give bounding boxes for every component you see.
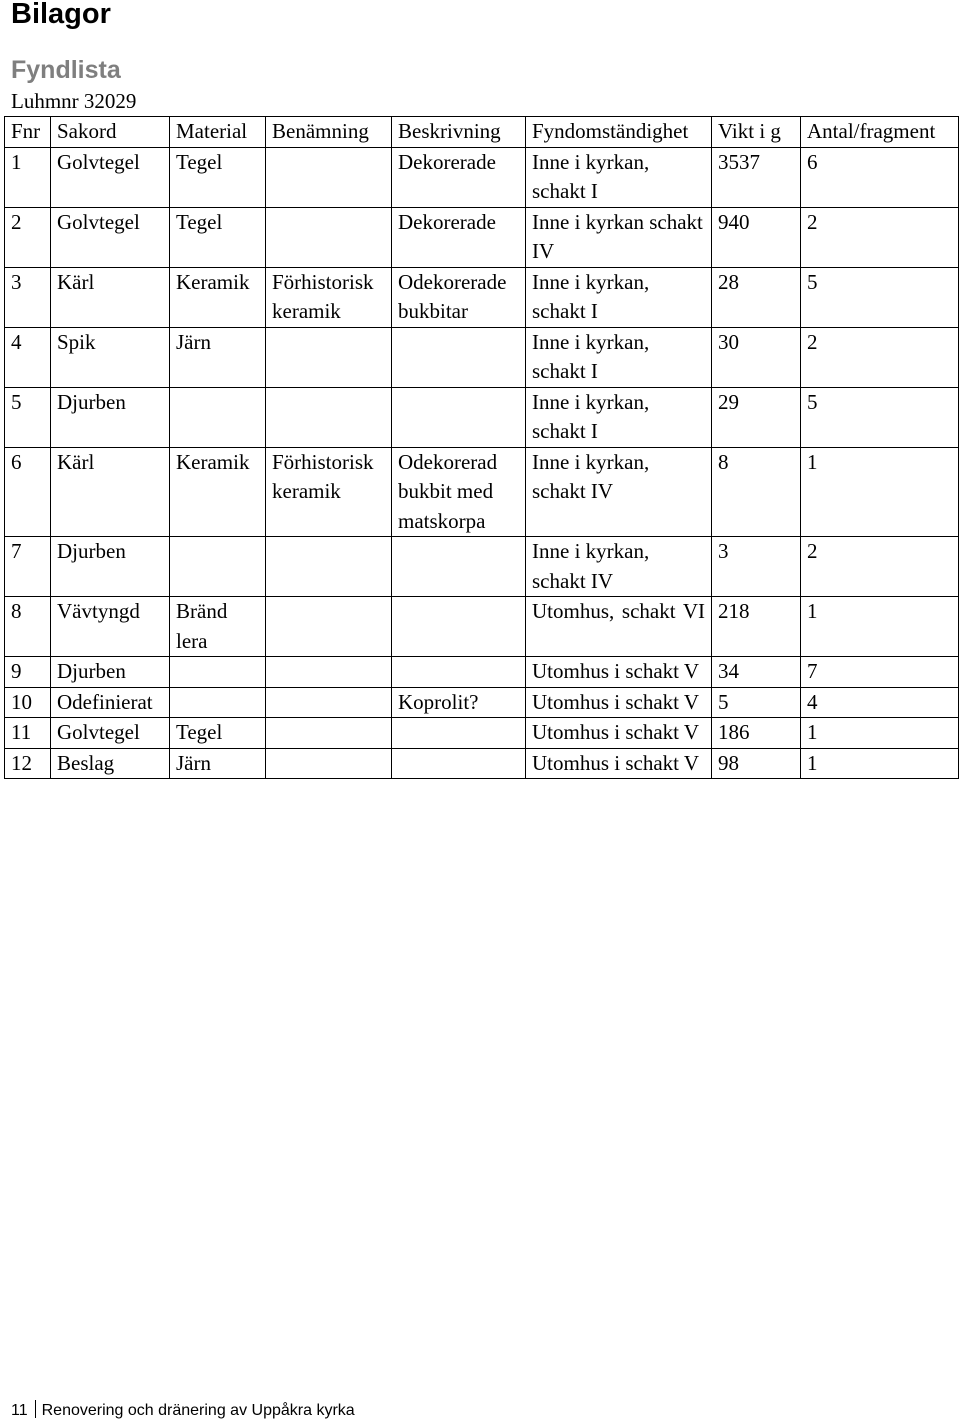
header-beskrivning: Beskrivning	[392, 117, 526, 148]
cell-benamning	[266, 537, 392, 597]
cell-material: Tegel	[170, 718, 266, 749]
cell-fyndomstandighet: Utomhus i schakt V	[526, 657, 712, 688]
section-title: Fyndlista	[11, 56, 121, 84]
cell-material: Järn	[170, 748, 266, 779]
cell-benamning	[266, 597, 392, 657]
header-antal: Antal/fragment	[801, 117, 959, 148]
cell-vikt: 29	[712, 387, 801, 447]
cell-benamning	[266, 748, 392, 779]
cell-sakord: Vävtyngd	[51, 597, 170, 657]
cell-material: Bränd lera	[170, 597, 266, 657]
cell-antal: 1	[801, 597, 959, 657]
table-row	[5, 537, 959, 597]
cell-sakord: Djurben	[51, 387, 170, 447]
cell-sakord: Djurben	[51, 537, 170, 597]
cell-material	[170, 387, 266, 447]
cell-antal: 2	[801, 537, 959, 597]
cell-vikt: 3	[712, 537, 801, 597]
cell-benamning: Förhistorisk keramik	[266, 267, 392, 327]
cell-antal: 2	[801, 327, 959, 387]
cell-material: Tegel	[170, 207, 266, 267]
cell-beskrivning	[392, 748, 526, 779]
cell-vikt: 3537	[712, 147, 801, 207]
cell-antal: 5	[801, 267, 959, 327]
header-vikt: Vikt i g	[712, 117, 801, 148]
cell-fyndomstandighet: Inne i kyrkan, schakt I	[526, 387, 712, 447]
page-title: Bilagor	[11, 0, 111, 30]
cell-vikt: 8	[712, 447, 801, 537]
cell-fnr: 3	[5, 267, 51, 327]
cell-fyndomstandighet: Inne i kyrkan, schakt I	[526, 147, 712, 207]
cell-beskrivning	[392, 597, 526, 657]
cell-fnr: 2	[5, 207, 51, 267]
cell-fnr: 4	[5, 327, 51, 387]
table-row	[5, 387, 959, 447]
cell-antal: 1	[801, 447, 959, 537]
cell-sakord: Golvtegel	[51, 207, 170, 267]
cell-benamning: Förhistorisk keramik	[266, 447, 392, 537]
cell-fnr: 9	[5, 657, 51, 688]
cell-beskrivning: Odekorerade bukbitar	[392, 267, 526, 327]
cell-sakord: Djurben	[51, 657, 170, 688]
cell-fnr: 10	[5, 687, 51, 718]
cell-sakord: Kärl	[51, 267, 170, 327]
table-row	[5, 207, 959, 267]
cell-benamning	[266, 147, 392, 207]
cell-vikt: 30	[712, 327, 801, 387]
cell-material: Keramik	[170, 267, 266, 327]
page-footer	[11, 1400, 355, 1421]
cell-antal: 1	[801, 748, 959, 779]
header-sakord: Sakord	[51, 117, 170, 148]
cell-benamning	[266, 207, 392, 267]
cell-beskrivning: Dekorerade	[392, 207, 526, 267]
cell-sakord: Kärl	[51, 447, 170, 537]
table-row	[5, 748, 959, 779]
cell-beskrivning: Dekorerade	[392, 147, 526, 207]
table-row	[5, 687, 959, 718]
cell-fyndomstandighet: Utomhus i schakt V	[526, 687, 712, 718]
table-header-row	[5, 117, 959, 148]
table-row	[5, 447, 959, 537]
table-row	[5, 657, 959, 688]
cell-antal: 6	[801, 147, 959, 207]
cell-fyndomstandighet: Inne i kyrkan, schakt IV	[526, 537, 712, 597]
cell-sakord: Beslag	[51, 748, 170, 779]
cell-vikt: 940	[712, 207, 801, 267]
cell-fyndomstandighet: Inne i kyrkan, schakt I	[526, 327, 712, 387]
cell-sakord: Spik	[51, 327, 170, 387]
cell-beskrivning	[392, 657, 526, 688]
cell-antal: 2	[801, 207, 959, 267]
table-row	[5, 718, 959, 749]
luhmnr-label: Luhmnr 32029	[11, 89, 137, 113]
find-table	[4, 116, 959, 779]
cell-material: Tegel	[170, 147, 266, 207]
cell-fyndomstandighet: Utomhus, schakt VI	[526, 597, 712, 657]
cell-sakord: Golvtegel	[51, 718, 170, 749]
cell-fyndomstandighet: Utomhus i schakt V	[526, 748, 712, 779]
table-row	[5, 147, 959, 207]
cell-beskrivning	[392, 387, 526, 447]
cell-sakord: Golvtegel	[51, 147, 170, 207]
cell-beskrivning	[392, 718, 526, 749]
cell-material	[170, 687, 266, 718]
cell-material	[170, 657, 266, 688]
cell-antal: 4	[801, 687, 959, 718]
cell-fnr: 6	[5, 447, 51, 537]
cell-material	[170, 537, 266, 597]
cell-vikt: 218	[712, 597, 801, 657]
cell-beskrivning: Koprolit?	[392, 687, 526, 718]
cell-fnr: 8	[5, 597, 51, 657]
cell-fnr: 12	[5, 748, 51, 779]
cell-antal: 7	[801, 657, 959, 688]
cell-fnr: 7	[5, 537, 51, 597]
cell-sakord: Odefinierat	[51, 687, 170, 718]
cell-benamning	[266, 387, 392, 447]
cell-fyndomstandighet: Inne i kyrkan, schakt IV	[526, 447, 712, 537]
header-material: Material	[170, 117, 266, 148]
cell-benamning	[266, 718, 392, 749]
cell-beskrivning	[392, 327, 526, 387]
header-benamning: Benämning	[266, 117, 392, 148]
cell-vikt: 28	[712, 267, 801, 327]
cell-vikt: 34	[712, 657, 801, 688]
table-row	[5, 267, 959, 327]
cell-vikt: 98	[712, 748, 801, 779]
cell-fyndomstandighet: Inne i kyrkan schakt IV	[526, 207, 712, 267]
cell-beskrivning: Odekorerad bukbit med matskorpa	[392, 447, 526, 537]
table-row	[5, 327, 959, 387]
cell-beskrivning	[392, 537, 526, 597]
cell-benamning	[266, 657, 392, 688]
cell-vikt: 5	[712, 687, 801, 718]
cell-benamning	[266, 687, 392, 718]
cell-antal: 1	[801, 718, 959, 749]
cell-material: Keramik	[170, 447, 266, 537]
table-row	[5, 597, 959, 657]
cell-fyndomstandighet: Utomhus i schakt V	[526, 718, 712, 749]
footer-divider	[35, 1400, 36, 1418]
cell-antal: 5	[801, 387, 959, 447]
cell-material: Järn	[170, 327, 266, 387]
cell-fnr: 5	[5, 387, 51, 447]
cell-benamning	[266, 327, 392, 387]
footer-text: Renovering och dränering av Uppåkra kyrka	[41, 1402, 355, 1419]
cell-fnr: 1	[5, 147, 51, 207]
cell-vikt: 186	[712, 718, 801, 749]
header-fnr: Fnr	[5, 117, 51, 148]
cell-fnr: 11	[5, 718, 51, 749]
cell-fyndomstandighet: Inne i kyrkan, schakt I	[526, 267, 712, 327]
header-fyndomstandighet: Fyndomständighet	[526, 117, 712, 148]
page-number: 11	[11, 1402, 28, 1419]
